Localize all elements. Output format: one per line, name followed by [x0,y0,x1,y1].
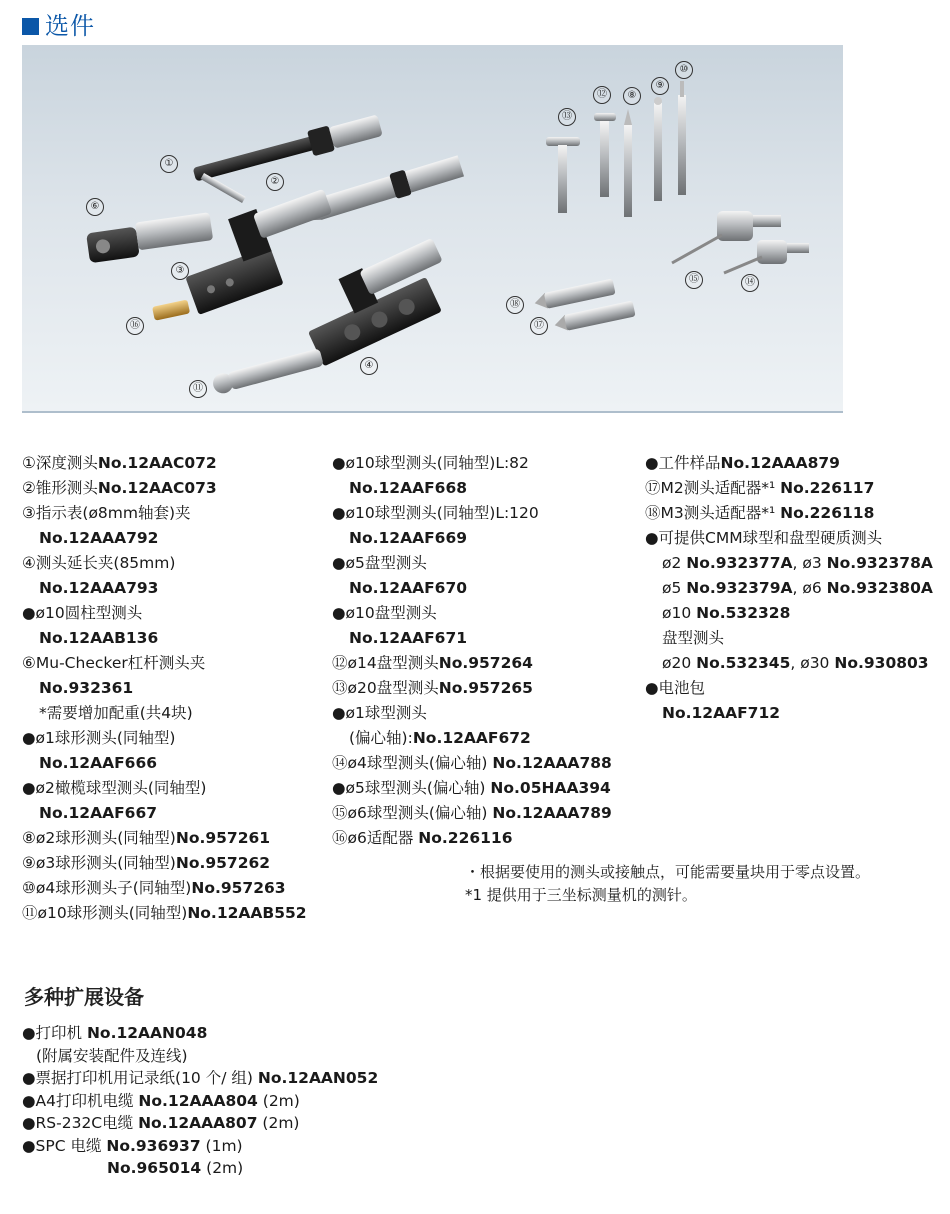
callout-10: ⑩ [675,61,693,79]
option-item [645,576,945,601]
part-number: No.12AAF667 [39,804,158,822]
part-number: No.12AAC073 [97,479,217,497]
option-item [332,576,632,601]
callout-2: ② [266,173,284,191]
item-label: (1m) [200,1136,243,1155]
product-photo [22,45,843,413]
extension-title: 多种扩展设备 [24,985,144,1009]
part-number: No.12AAB552 [187,904,307,922]
part-number: No.12AAA789 [492,804,612,822]
part-number: No.12AAN052 [257,1069,379,1087]
option-item [22,826,322,851]
extension-item [22,1067,378,1090]
part-number: No.957265 [438,679,533,697]
callout-12: ⑫ [593,86,611,104]
part-number: No.12AAF671 [349,629,468,647]
section-title [22,6,95,41]
option-item [22,801,322,826]
part-number: No.226117 [780,479,875,497]
item-label: ●ø2橄榄球型测头(同轴型) [22,779,207,797]
item-label: ø5 [662,579,687,597]
callout-15: ⑮ [685,271,703,289]
options-column-2 [332,451,632,851]
option-item [22,876,322,901]
item-label: ⑬ø20盘型测头 [332,679,439,697]
part-number: No.932378A [826,554,933,572]
item-label: , ø30 [790,654,835,672]
option-item [332,626,632,651]
part-number: No.965014 [107,1159,202,1177]
item-label: ⑫ø14盘型测头 [332,654,439,672]
item-label: ●ø1球型测头 [332,704,427,722]
option-item [332,801,632,826]
option-item [332,551,632,576]
option-item [332,676,632,701]
part-number: No.12AAF712 [662,704,781,722]
part-number: No.12AAF670 [349,579,468,597]
extension-item [22,1022,378,1045]
option-item [22,626,322,651]
item-label: ●ø5盘型测头 [332,554,427,572]
option-item [332,776,632,801]
extension-list [22,1022,378,1180]
part-number: No.932377A [686,554,793,572]
section-title-text: 选件 [45,12,95,40]
item-label: ⑧ø2球形测头(同轴型) [22,829,176,847]
part-number: No.12AAF668 [349,479,468,497]
option-item [332,826,632,851]
item-label: ●票据打印机用记录纸(10 个/ 组) [22,1069,258,1087]
item-label: ●电池包 [645,679,706,697]
item-label: ø10 [662,604,697,622]
option-item [332,501,632,526]
option-item [645,651,945,676]
option-item [22,451,322,476]
part-number: No.12AAA804 [138,1091,258,1110]
item-label: , ø6 [792,579,827,597]
part-number: No.226118 [780,504,875,522]
callout-1: ① [160,155,178,173]
item-label: ①深度测头 [22,454,98,472]
option-item [645,476,945,501]
extension-item [22,1090,378,1113]
part-number: No.932379A [686,579,793,597]
item-label: (附属安装配件及连线) [36,1046,188,1065]
item-label: (偏心轴): [349,729,413,747]
item-label: ②锥形测头 [22,479,98,497]
option-item [332,701,632,726]
callout-16: ⑯ [126,317,144,335]
part-number: No.12AAA792 [39,529,159,547]
item-label: ⑨ø3球形测头(同轴型) [22,854,176,872]
option-item [645,701,945,726]
item-label: ⑪ø10球形测头(同轴型) [22,904,188,922]
item-label: ●RS-232C电缆 [22,1114,139,1132]
option-item [645,676,945,701]
option-item [645,601,945,626]
item-label: ⑯ø6适配器 [332,829,419,847]
option-item [645,451,945,476]
item-label: , ø3 [792,554,827,572]
part-number: No.957261 [175,829,271,847]
part-number: No.12AAN048 [86,1024,208,1042]
extension-item [22,1157,378,1180]
item-label: ●可提供CMM球型和盘型硬质测头 [645,529,883,547]
item-label: ●ø10球型测头(同轴型)L:120 [332,504,539,522]
option-item [22,701,322,726]
item-label: ●SPC 电缆 [22,1136,107,1155]
item-label: ⑮ø6球型测头(偏心轴) [332,804,493,822]
callout-17: ⑰ [530,317,548,335]
item-label: ●ø10圆柱型测头 [22,604,143,622]
item-label: ⑰M2测头适配器*¹ [645,479,781,497]
item-label: ③指示表(ø8mm轴套)夹 [22,504,191,522]
option-item [332,651,632,676]
extension-item [22,1045,378,1068]
part-number: No.12AAF672 [412,729,531,747]
part-number: No.12AAA807 [138,1114,258,1132]
callout-3: ③ [171,262,189,280]
item-label: ●工件样品 [645,454,721,472]
option-item [332,476,632,501]
item-label: ø2 [662,554,687,572]
item-label: ⑱M3测头适配器*¹ [645,504,781,522]
part-number: No.12AAF669 [349,529,468,547]
item-label: ⑩ø4球形测头子(同轴型) [22,879,192,897]
callout-6: ⑥ [86,198,104,216]
note-2: *1 提供用于三坐标测量机的测针。 [465,886,697,904]
part-number: No.12AAA793 [39,579,159,597]
option-item [332,726,632,751]
callout-18: ⑱ [506,296,524,314]
part-number: No.226116 [418,829,513,847]
part-number: No.532328 [696,604,791,622]
square-bullet-icon [22,18,39,35]
option-item [22,776,322,801]
option-item [22,851,322,876]
part-number: No.932380A [826,579,933,597]
item-label: ●ø5球型测头(偏心轴) [332,779,491,797]
option-item [22,601,322,626]
option-item [22,526,322,551]
part-number: No.12AAA879 [720,454,840,472]
part-number: No.957262 [175,854,271,872]
notes [465,861,870,907]
part-number: No.05HAA394 [490,779,611,797]
callout-11: ⑪ [189,380,207,398]
option-item [22,676,322,701]
part-number: No.12AAA788 [492,754,612,772]
part-number: No.936937 [106,1136,201,1155]
option-item [22,501,322,526]
option-item [22,726,322,751]
part-number: No.930803 [834,654,929,672]
item-label: ●A4打印机电缆 [22,1091,139,1110]
option-item [332,451,632,476]
part-number: No.12AAB136 [39,629,159,647]
option-item [645,626,945,651]
option-item [22,901,322,926]
callout-4: ④ [360,357,378,375]
option-item [22,576,322,601]
options-column-1 [22,451,322,926]
callout-13: ⑬ [558,108,576,126]
option-item [22,651,322,676]
option-item [22,551,322,576]
note-1: ・根据要使用的测头或接触点，可能需要量块用于零点设置。 [465,863,871,881]
extension-item [22,1135,378,1158]
callout-14: ⑭ [741,274,759,292]
item-label: *需要增加配重(共4块) [39,704,193,722]
part-number: No.532345 [696,654,791,672]
part-number: No.957263 [191,879,286,897]
option-item [332,526,632,551]
option-item [645,526,945,551]
part-number: No.932361 [39,679,134,697]
item-label: (2m) [201,1159,244,1177]
part-number: No.12AAC072 [97,454,217,472]
item-label: ⑥Mu-Checker杠杆测头夹 [22,654,206,672]
item-label: 盘型测头 [662,629,725,647]
item-label: ●ø10球型测头(同轴型)L:82 [332,454,529,472]
item-label: (2m) [257,1091,300,1110]
option-item [645,501,945,526]
accessory-illustration [22,45,843,411]
item-label: (2m) [257,1114,300,1132]
callout-8: ⑧ [623,87,641,105]
item-label: ●ø10盘型测头 [332,604,437,622]
option-item [332,601,632,626]
part-number: No.957264 [438,654,533,672]
item-label: ø20 [662,654,697,672]
item-label: ⑭ø4球型测头(偏心轴) [332,754,493,772]
item-label: ④测头延长夹(85mm) [22,554,176,572]
option-item [22,476,322,501]
options-column-3 [645,451,945,726]
item-label: ●ø1球形测头(同轴型) [22,729,176,747]
part-number: No.12AAF666 [39,754,158,772]
item-label: ●打印机 [22,1024,87,1042]
option-item [645,551,945,576]
extension-item [22,1112,378,1135]
callout-9: ⑨ [651,77,669,95]
option-item [332,751,632,776]
option-item [22,751,322,776]
